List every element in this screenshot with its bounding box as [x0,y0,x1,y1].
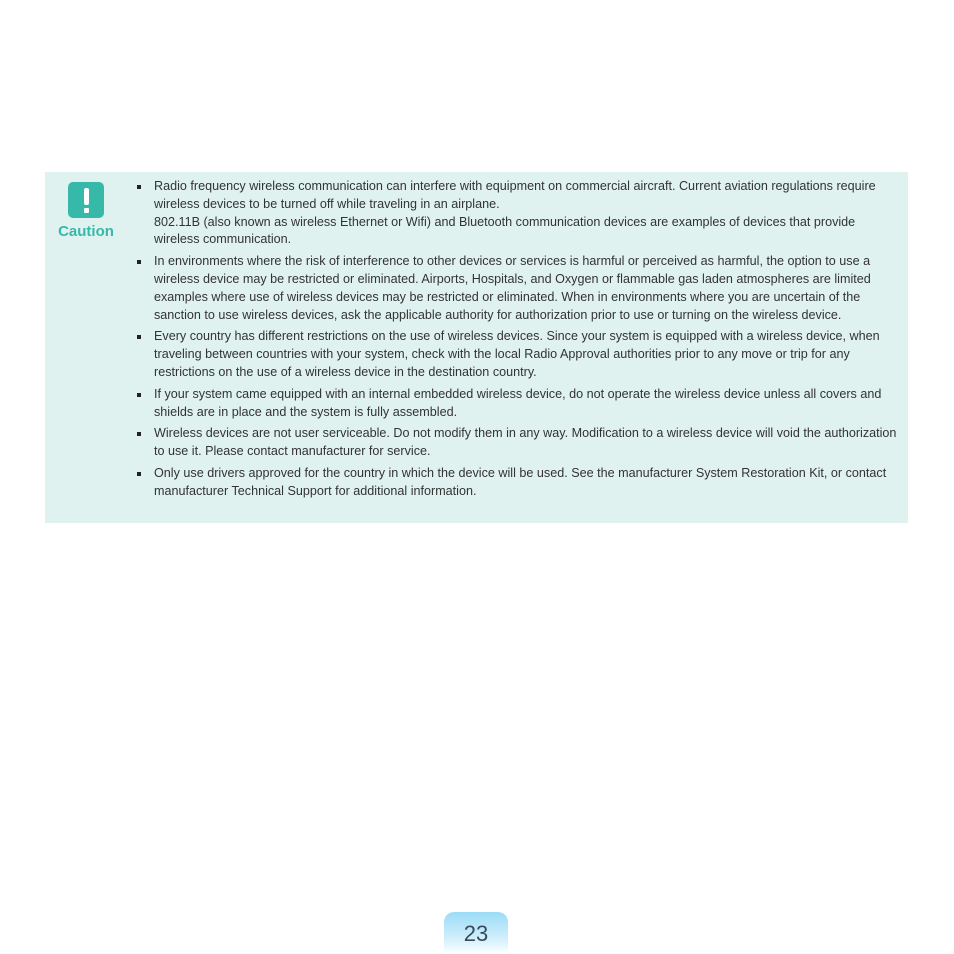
square-bullet-icon [137,185,141,189]
page-number-tab [444,912,508,954]
caution-item-text: Radio frequency wireless communication can interfere with equipment on commercial aircraft. Current aviation regulations require wireless devices to be turned off while traveling in an airplane. [154,179,876,211]
caution-item [135,386,901,422]
caution-item [135,425,901,461]
caution-item [135,465,901,501]
caution-item-text: Wireless devices are not user serviceable. Do not modify them in any way. Modification to a wireless device will void the authorization to use it. Please contact manufacturer for service. [154,426,897,459]
caution-item-text: In environments where the risk of interference to other devices or services is harmful or perceived as harmful, the option to use a wireless device may be restricted or eliminated. Airports, Hospitals, and Oxygen or flammable gas laden atmospheres are limited examples where use of wireless devices may be restricted or eliminated. When in environments where you are uncertain of the sanction to use wireless devices, ask the applicable authority for authorization prior to use or turning on the wireless device. [154,254,871,322]
caution-label: Caution [58,223,114,240]
caution-item-text: If your system came equipped with an internal embedded wireless device, do not operate the wireless device unless all covers and shields are in place and the system is fully assembled. [154,386,882,419]
caution-item [135,178,901,249]
square-bullet-icon [137,335,141,339]
caution-item-text: 802.11B (also known as wireless Ethernet or Wifi) and Bluetooth communication devices are examples of devices that provide wireless communication. [154,214,856,247]
caution-item [135,253,901,324]
caution-box [45,172,908,523]
caution-item-text: Every country has different restrictions on the use of wireless devices. Since your system is equipped with a wireless device, when traveling between countries with your system, check with the local Radio Approval authorities prior to any move or trip for any restrictions on the use of a wireless device in the destination country. [154,329,880,379]
square-bullet-icon [137,472,141,476]
square-bullet-icon [137,432,141,436]
exclamation-icon [68,182,104,218]
square-bullet-icon [137,393,141,397]
page-number: 23 [463,921,489,946]
square-bullet-icon [137,260,141,264]
caution-item-text: Only use drivers approved for the country in which the device will be used. See the manufacturer System Restoration Kit, or contact manufacturer Technical Support for additional information. [154,465,887,498]
caution-list [135,178,901,505]
caution-item [135,328,901,381]
